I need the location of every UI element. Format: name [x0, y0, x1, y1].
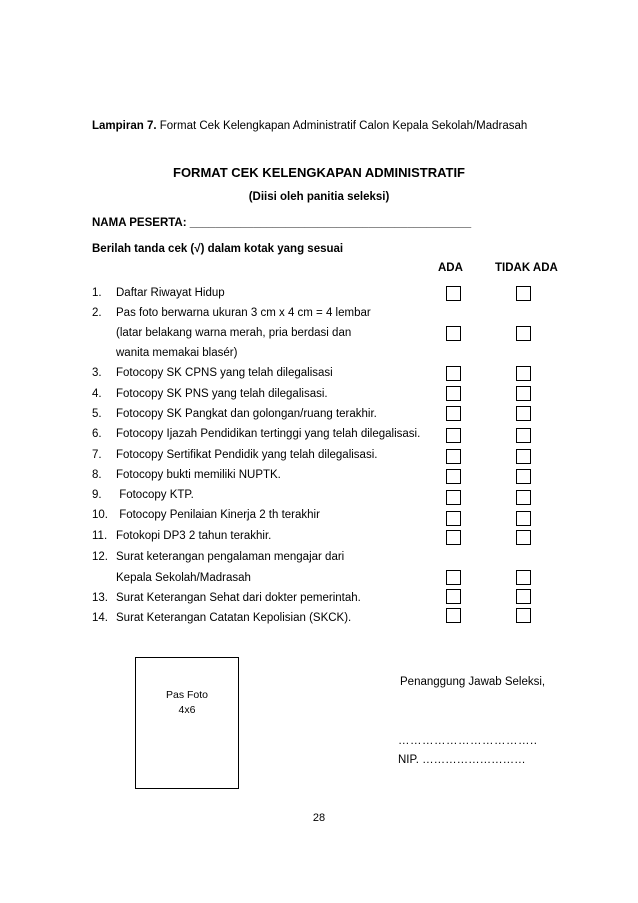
appendix-label: Lampiran 7. [92, 120, 157, 132]
checkbox-ada[interactable] [446, 469, 461, 484]
list-item [92, 367, 333, 379]
checkbox-ada[interactable] [446, 589, 461, 604]
item-text: Fotocopy SK Pangkat dan golongan/ruang terakhir. [116, 408, 377, 420]
item-number: 12. [92, 551, 108, 563]
signature-title: Penanggung Jawab Seleksi, [400, 676, 546, 688]
page-number: 28 [312, 812, 326, 824]
checkbox-ada[interactable] [446, 406, 461, 421]
list-item [92, 388, 328, 400]
item-text: Pas foto berwarna ukuran 3 cm x 4 cm = 4 lembar [116, 307, 371, 319]
checkbox-tidak-ada[interactable] [516, 366, 531, 381]
checkbox-tidak-ada[interactable] [516, 490, 531, 505]
checkbox-tidak-ada[interactable] [516, 570, 531, 585]
item-text: Fotocopy bukti memiliki NUPTK. [116, 469, 281, 481]
list-item [92, 428, 420, 440]
item-number: 11. [92, 530, 108, 542]
checkbox-ada[interactable] [446, 326, 461, 341]
photo-size-label: 4x6 [178, 704, 196, 716]
form-title: FORMAT CEK KELENGKAPAN ADMINISTRATIF [173, 165, 465, 180]
checkbox-ada[interactable] [446, 366, 461, 381]
list-item-continuation: (latar belakang warna merah, pria berdasi dan [116, 327, 352, 339]
photo-label [136, 688, 238, 718]
checkbox-ada[interactable] [446, 530, 461, 545]
item-text: Fotocopy Ijazah Pendidikan tertinggi yang telah dilegalisasi. [116, 428, 421, 440]
signature-line: …………………………….. [398, 735, 538, 747]
item-text: Surat keterangan pengalaman mengajar dari [116, 551, 345, 563]
list-item [92, 530, 271, 542]
list-item [92, 469, 281, 481]
item-number: 6. [92, 428, 102, 440]
checkbox-ada[interactable] [446, 511, 461, 526]
checkbox-tidak-ada[interactable] [516, 406, 531, 421]
list-item [92, 408, 377, 420]
item-number: 2. [92, 307, 102, 319]
item-number: 13. [92, 592, 108, 604]
list-item [92, 287, 225, 299]
column-header-ada: ADA [438, 262, 463, 274]
item-number: 1. [92, 287, 102, 299]
item-text: Fotokopi DP3 2 tahun terakhir. [116, 530, 272, 542]
checkbox-tidak-ada[interactable] [516, 386, 531, 401]
item-text: Fotocopy Penilaian Kinerja 2 th terakhir [116, 509, 320, 521]
checkbox-tidak-ada[interactable] [516, 511, 531, 526]
instruction-text: Berilah tanda cek (√) dalam kotak yang sesuai [92, 243, 344, 255]
list-item [92, 489, 194, 501]
checkbox-ada[interactable] [446, 386, 461, 401]
item-text: Daftar Riwayat Hidup [116, 287, 225, 299]
list-item-continuation: Kepala Sekolah/Madrasah [116, 572, 251, 584]
item-number: 7. [92, 449, 102, 461]
checkbox-tidak-ada[interactable] [516, 530, 531, 545]
signature-nip: NIP. ……………………… [398, 754, 526, 766]
photo-label-line: Pas Foto [165, 689, 209, 701]
item-text: Fotocopy SK CPNS yang telah dilegalisasi [116, 367, 333, 379]
column-header-tidak-ada: TIDAK ADA [495, 262, 558, 274]
item-text: Fotocopy Sertifikat Pendidik yang telah dilegalisasi. [116, 449, 378, 461]
checkbox-tidak-ada[interactable] [516, 608, 531, 623]
checkbox-ada[interactable] [446, 490, 461, 505]
list-item [92, 612, 351, 624]
checkbox-tidak-ada[interactable] [516, 449, 531, 464]
item-number: 10. [92, 509, 108, 521]
item-text: Fotocopy SK PNS yang telah dilegalisasi. [116, 388, 328, 400]
checkbox-tidak-ada[interactable] [516, 589, 531, 604]
item-number: 3. [92, 367, 102, 379]
item-text: Surat Keterangan Catatan Kepolisian (SKCK). [116, 612, 352, 624]
item-number: 9. [92, 489, 102, 501]
list-item [92, 449, 377, 461]
item-number: 14. [92, 612, 108, 624]
list-item [92, 509, 320, 521]
item-text: Surat Keterangan Sehat dari dokter pemerintah. [116, 592, 361, 604]
checkbox-ada[interactable] [446, 428, 461, 443]
item-number: 4. [92, 388, 102, 400]
checkbox-ada[interactable] [446, 608, 461, 623]
checkbox-tidak-ada[interactable] [516, 428, 531, 443]
checkbox-tidak-ada[interactable] [516, 469, 531, 484]
form-subtitle: (Diisi oleh panitia seleksi) [248, 191, 390, 203]
item-text: Fotocopy KTP. [116, 489, 194, 501]
list-item [92, 307, 371, 319]
checkbox-ada[interactable] [446, 570, 461, 585]
participant-name-field[interactable]: NAMA PESERTA: ____________________________________________ [92, 217, 472, 229]
photo-placeholder [135, 657, 239, 789]
checkbox-tidak-ada[interactable] [516, 326, 531, 341]
checkbox-ada[interactable] [446, 449, 461, 464]
list-item [92, 551, 344, 563]
appendix-text: Format Cek Kelengkapan Administratif Calon Kepala Sekolah/Madrasah [156, 120, 528, 132]
list-item [92, 592, 361, 604]
list-item-continuation: wanita memakai blasér) [116, 347, 238, 359]
checkbox-ada[interactable] [446, 286, 461, 301]
item-number: 5. [92, 408, 102, 420]
checkbox-tidak-ada[interactable] [516, 286, 531, 301]
appendix-caption [92, 120, 527, 132]
item-number: 8. [92, 469, 102, 481]
